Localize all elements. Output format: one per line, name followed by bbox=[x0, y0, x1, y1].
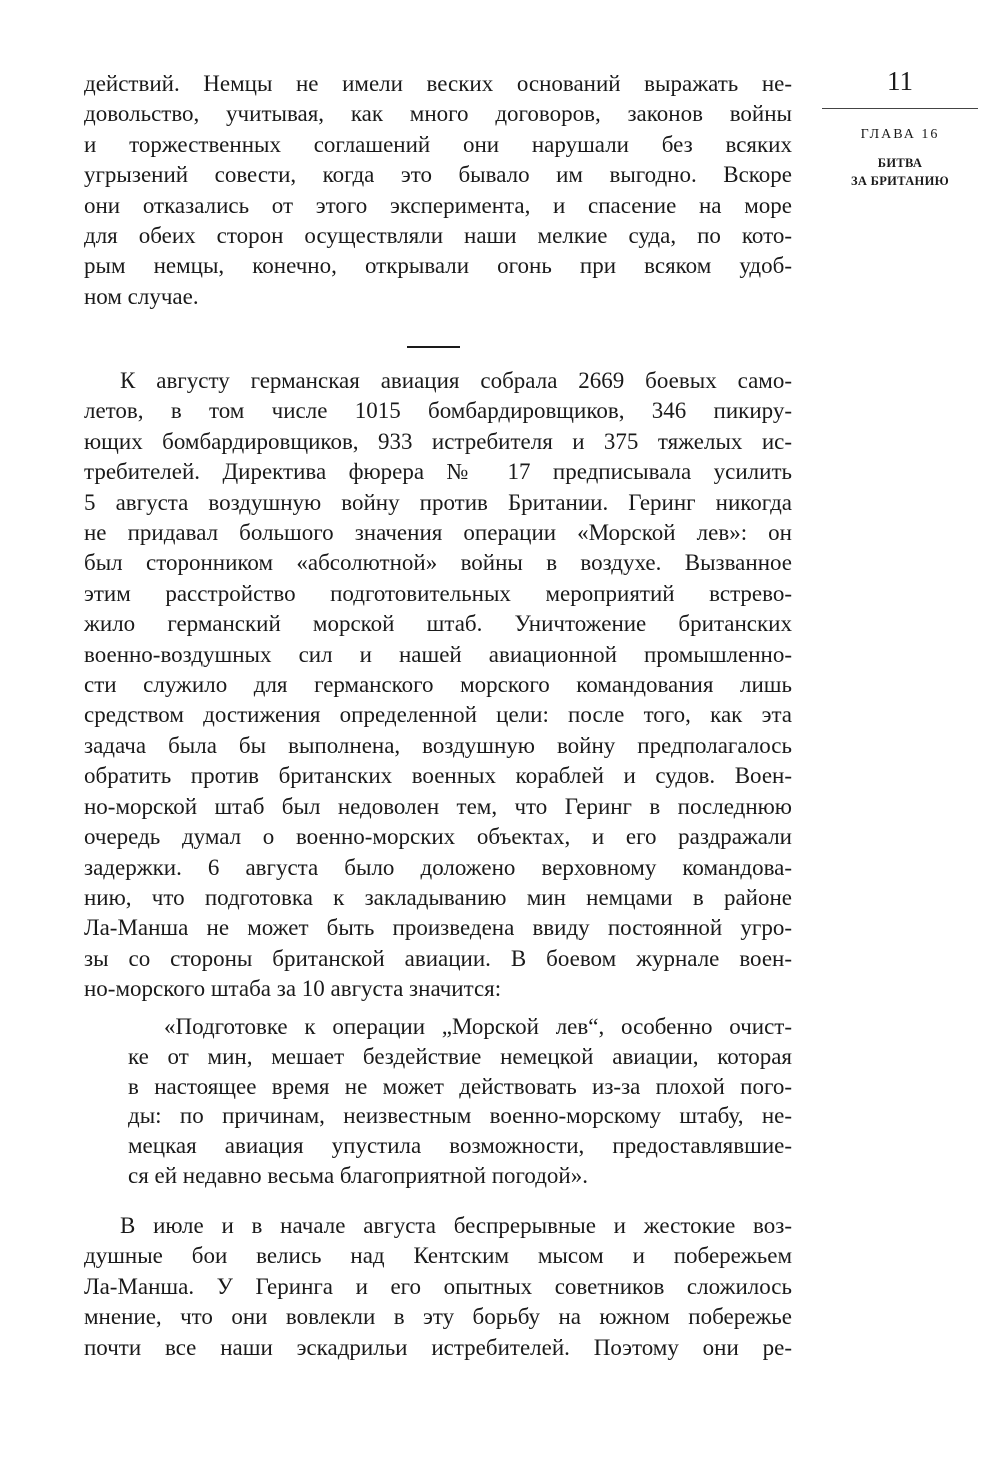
text-line: 5 августа воздушную войну против Британии. Геринг никогда bbox=[84, 489, 792, 515]
text-line: но-морской штаб был недоволен тем, что Геринг в последнюю bbox=[84, 793, 792, 819]
text-line: обратить против британских военных кораблей и судов. Воен- bbox=[84, 763, 792, 789]
text-line: Ла-Манша не может быть произведена ввиду постоянной угро- bbox=[84, 915, 792, 941]
text-line: ющих бомбардировщиков, 933 истребителя и 375 тяжелых ис- bbox=[84, 428, 792, 454]
text-line: сти служило для германского морского командования лишь bbox=[84, 672, 792, 698]
text-line: рым немцы, конечно, открывали огонь при всяком удоб- bbox=[84, 253, 792, 279]
text-line: требителей. Директива фюрера № 17 предписывала усилить bbox=[84, 459, 792, 485]
text-line: и торжественных соглашений они нарушали без всяких bbox=[84, 131, 792, 157]
text-line: ном случае. bbox=[84, 283, 199, 309]
paragraph-bottom bbox=[84, 1211, 792, 1363]
text-line: для обеих сторон осуществляли наши мелкие суда, по кото- bbox=[84, 223, 792, 249]
chapter-label: ГЛАВА 16 bbox=[860, 127, 940, 142]
text-line: действий. Немцы не имели веских оснований выражать не- bbox=[84, 71, 792, 96]
quote-line: ды: по причинам, неизвестным военно-морскому штабу, не- bbox=[128, 1103, 792, 1129]
text-line: довольство, учитывая, как много договоров, законов войны bbox=[84, 101, 792, 127]
text-line: душные бои велись над Кентским мысом и побережьем bbox=[84, 1243, 792, 1269]
chapter-title-line: БИТВА bbox=[877, 156, 923, 170]
text-line: жило германский морской штаб. Уничтожение британских bbox=[84, 611, 792, 637]
quote-line: мецкая авиация упустила возможности, предоставлявшие- bbox=[128, 1133, 792, 1159]
text-line: почти все наши эскадрильи истребителей. Поэтому они ре- bbox=[84, 1334, 792, 1360]
text-line: средством достижения определенной цели: после того, как эта bbox=[84, 702, 792, 728]
text-line: угрызений совести, когда это бывало им выгодно. Вскоре bbox=[84, 162, 792, 188]
quote-line: в настоящее время не может действовать из-за плохой пого- bbox=[128, 1073, 792, 1099]
paragraph-top bbox=[84, 69, 792, 312]
text-line: зы со стороны британской авиации. В боевом журнале воен- bbox=[84, 945, 792, 971]
text-line: В июле и в начале августа беспрерывные и жестокие воз- bbox=[120, 1213, 792, 1238]
text-line: но-морского штаба за 10 августа значится: bbox=[84, 976, 502, 1002]
chapter-title-line: ЗА БРИТАНИЮ bbox=[851, 174, 949, 188]
text-line: этим расстройство подготовительных мероприятий встрево- bbox=[84, 580, 792, 606]
section-separator bbox=[407, 346, 460, 348]
text-line: Ла-Манша. У Геринга и его опытных советников сложилось bbox=[84, 1273, 792, 1299]
chapter-title bbox=[822, 154, 978, 190]
text-line: очередь думал о военно-морских объектах, и его раздражали bbox=[84, 824, 792, 850]
quote-line: ке от мин, мешает бездействие немецкой авиации, которая bbox=[128, 1043, 792, 1069]
quote-line: «Подготовке к операции „Морской лев“, особенно очист- bbox=[164, 1014, 792, 1039]
text-line: военно-воздушных сил и нашей авиационной промышленно- bbox=[84, 641, 792, 667]
running-head bbox=[822, 64, 978, 188]
text-line: К августу германская авиация собрала 2669 боевых само- bbox=[120, 368, 792, 393]
header-rule bbox=[822, 108, 978, 109]
text-line: мнение, что они вовлекли в эту борьбу на южном побережье bbox=[84, 1304, 792, 1330]
text-line: нию, что подготовка к закладыванию мин немцами в районе bbox=[84, 884, 792, 910]
text-line: задержки. 6 августа было доложено верховному командова- bbox=[84, 854, 792, 880]
text-line: задача была бы выполнена, воздушную войну предполагалось bbox=[84, 732, 792, 758]
paragraph-main bbox=[84, 366, 792, 1005]
quotation-block bbox=[128, 1012, 792, 1191]
text-line: не придавал большого значения операции «Морской лев»: он bbox=[84, 520, 792, 546]
text-line: летов, в том числе 1015 бомбардировщиков, 346 пикиру- bbox=[84, 398, 792, 424]
quote-line: ся ей недавно весьма благоприятной погодой». bbox=[128, 1162, 588, 1188]
page-number: 11 bbox=[887, 66, 913, 96]
text-line: был сторонником «абсолютной» войны в воздухе. Вызванное bbox=[84, 550, 792, 576]
text-line: они отказались от этого эксперимента, и спасение на море bbox=[84, 192, 792, 218]
